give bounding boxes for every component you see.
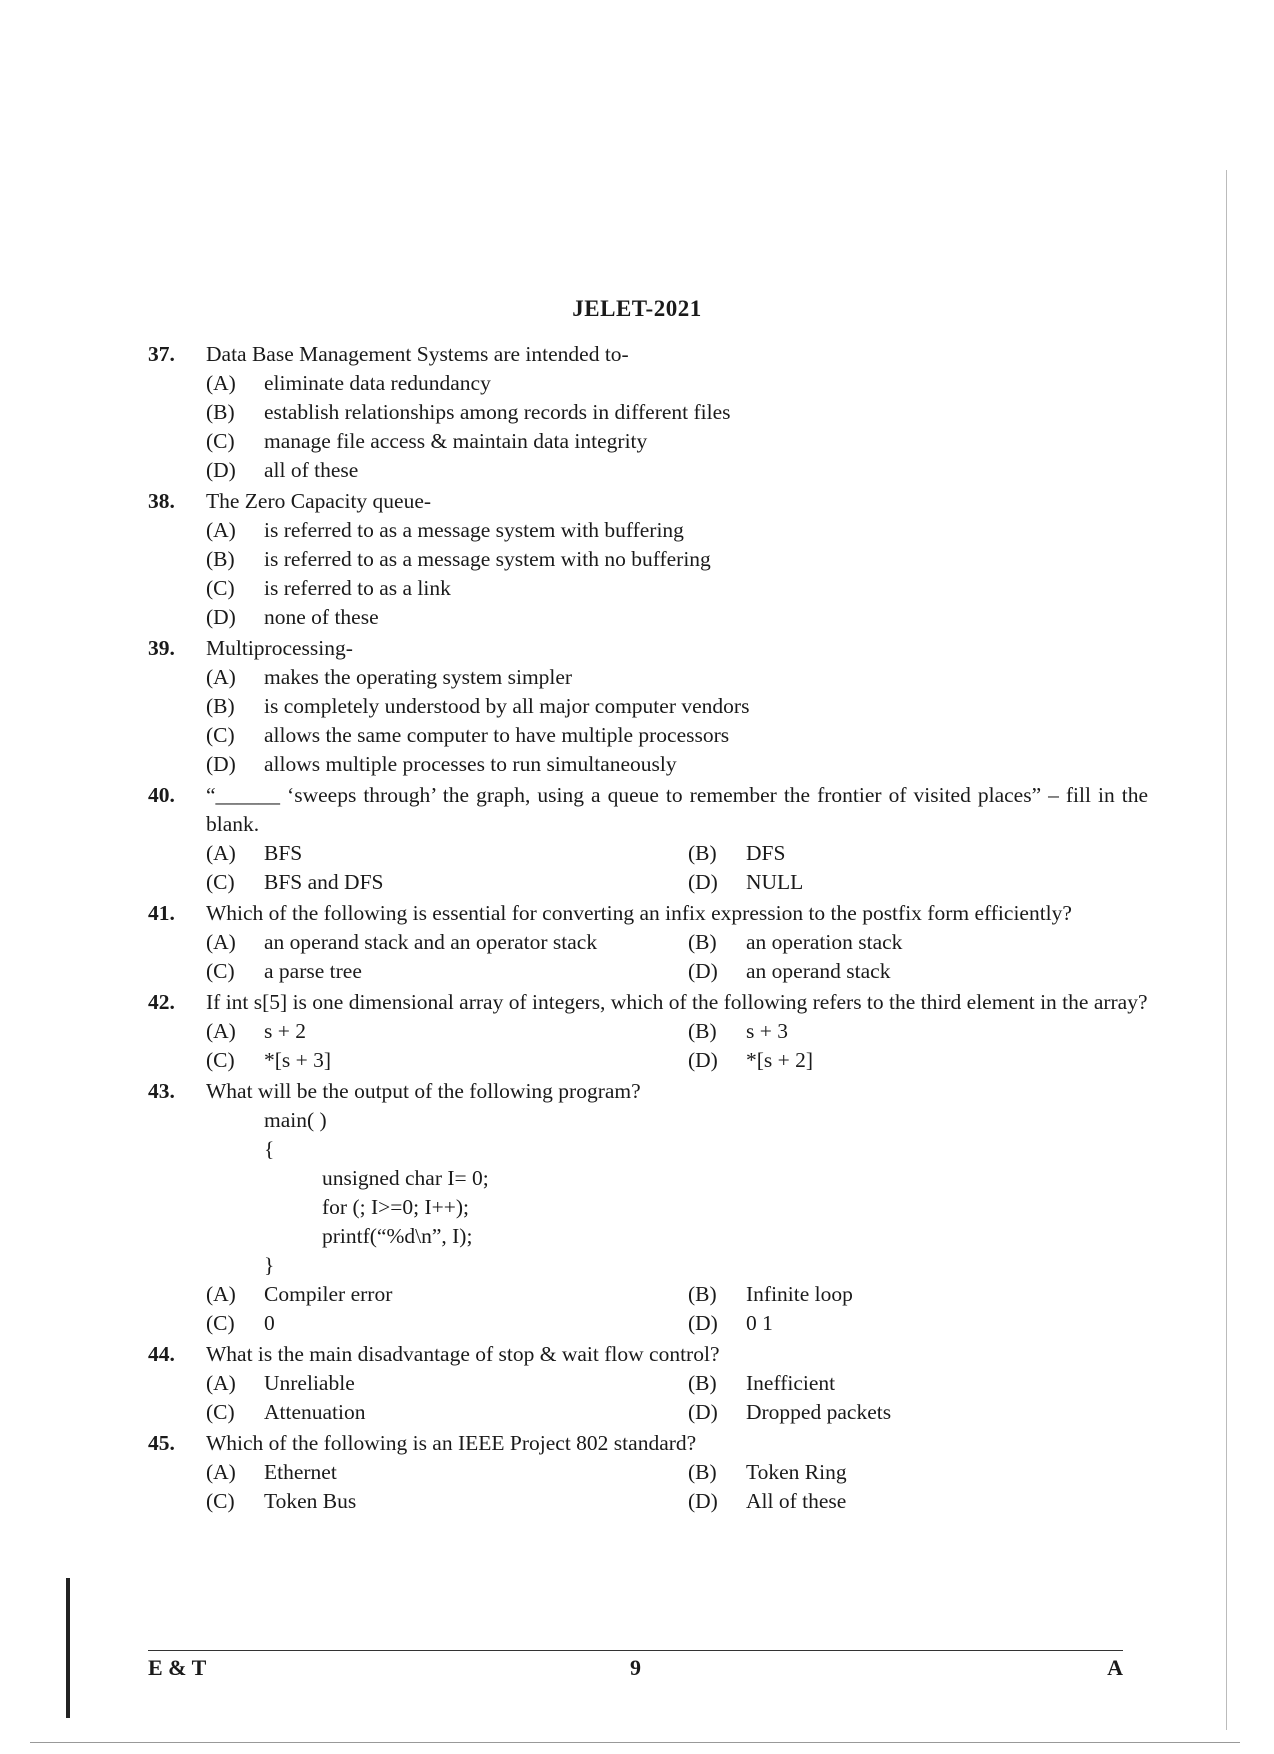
code-close-brace: } [264, 1253, 275, 1277]
option-label: (D) [688, 1048, 718, 1072]
option-label: (C) [206, 723, 235, 747]
question-number: 42. [148, 990, 175, 1014]
option-label: (A) [206, 665, 236, 689]
question-number: 44. [148, 1342, 175, 1366]
answer-option [688, 1458, 1148, 1487]
option-text: Attenuation [264, 1400, 366, 1424]
question-number: 45. [148, 1431, 175, 1455]
answer-option [206, 369, 1148, 398]
option-text: DFS [746, 841, 786, 865]
option-text: all of these [264, 458, 359, 482]
answer-option [688, 928, 1148, 957]
option-label: (C) [206, 959, 235, 983]
answer-option [688, 1398, 1148, 1427]
option-text: All of these [746, 1489, 847, 1513]
answer-option [206, 750, 1148, 779]
answer-option [206, 574, 1148, 603]
option-text: an operation stack [746, 930, 903, 954]
option-label: (A) [206, 1460, 236, 1484]
option-text: Infinite loop [746, 1282, 853, 1306]
option-list [206, 1017, 1148, 1075]
question-text: If int s[5] is one dimensional array of integers, which of the following refers to the third element in the array? [206, 990, 1148, 1014]
answer-option [206, 1309, 688, 1338]
question-item [148, 1077, 1148, 1338]
option-label: (A) [206, 371, 236, 395]
option-label: (B) [206, 547, 235, 571]
answer-option [206, 516, 1148, 545]
answer-option [206, 456, 1148, 485]
option-label: (C) [206, 1048, 235, 1072]
option-label: (D) [688, 870, 718, 894]
question-item [148, 781, 1148, 897]
option-text: is referred to as a message system with buffering [264, 518, 684, 542]
option-label: (A) [206, 1371, 236, 1395]
option-label: (B) [688, 841, 717, 865]
question-text: “______ ‘sweeps through’ the graph, using a queue to remember the frontier of visited places” – fill in the blank. [206, 783, 1148, 836]
answer-option [688, 1487, 1148, 1516]
option-label: (C) [206, 1311, 235, 1335]
question-text: Multiprocessing- [206, 636, 353, 660]
option-label: (A) [206, 1019, 236, 1043]
option-label: (C) [206, 576, 235, 600]
question-item [148, 487, 1148, 632]
footer-set-code: A [1107, 1655, 1123, 1680]
answer-option [206, 603, 1148, 632]
question-item [148, 340, 1148, 485]
answer-option [206, 1046, 688, 1075]
option-text: is referred to as a message system with no buffering [264, 547, 711, 571]
option-label: (B) [688, 1460, 717, 1484]
option-text: *[s + 2] [746, 1048, 814, 1072]
question-number: 38. [148, 489, 175, 513]
option-text: eliminate data redundancy [264, 371, 491, 395]
answer-option [206, 1458, 688, 1487]
question-text: The Zero Capacity queue- [206, 489, 432, 513]
question-item [148, 899, 1148, 986]
option-label: (B) [688, 1371, 717, 1395]
option-list [206, 1280, 1148, 1338]
option-list [206, 369, 1148, 485]
option-label: (C) [206, 870, 235, 894]
question-number: 40. [148, 783, 175, 807]
answer-option [206, 868, 688, 897]
option-text: Inefficient [746, 1371, 836, 1395]
option-text: a parse tree [264, 959, 362, 983]
page-title: JELET-2021 [572, 296, 702, 321]
scan-bottom-edge [30, 1742, 1240, 1743]
option-label: (A) [206, 841, 236, 865]
option-label: (A) [206, 518, 236, 542]
option-text: 0 1 [746, 1311, 773, 1335]
code-open-brace: { [264, 1137, 275, 1161]
option-label: (B) [206, 694, 235, 718]
margin-bar [66, 1578, 70, 1718]
question-text: What will be the output of the following program? [206, 1079, 641, 1103]
option-label: (D) [688, 1489, 718, 1513]
answer-option [688, 868, 1148, 897]
answer-option [206, 398, 1148, 427]
answer-option [688, 839, 1148, 868]
answer-option [688, 1280, 1148, 1309]
option-text: allows multiple processes to run simultaneously [264, 752, 677, 776]
answer-option [688, 1369, 1148, 1398]
question-number: 41. [148, 901, 175, 925]
answer-option [206, 721, 1148, 750]
footer-divider [148, 1650, 1123, 1651]
option-label: (B) [688, 930, 717, 954]
answer-option [688, 1046, 1148, 1075]
option-text: Unreliable [264, 1371, 355, 1395]
option-text: BFS and DFS [264, 870, 384, 894]
answer-option [206, 663, 1148, 692]
option-label: (A) [206, 1282, 236, 1306]
question-text: Which of the following is an IEEE Project 802 standard? [206, 1431, 697, 1455]
option-text: *[s + 3] [264, 1048, 332, 1072]
question-text: Which of the following is essential for converting an infix expression to the postfix form efficiently? [206, 901, 1072, 925]
option-text: allows the same computer to have multiple processors [264, 723, 730, 747]
question-item [148, 634, 1148, 779]
option-text: is referred to as a link [264, 576, 451, 600]
code-main: main( ) [264, 1108, 327, 1132]
option-label: (D) [206, 605, 236, 629]
option-label: (B) [688, 1282, 717, 1306]
answer-option [206, 1017, 688, 1046]
answer-option [688, 957, 1148, 986]
answer-option [206, 545, 1148, 574]
code-line: printf(“%d\n”, I); [322, 1224, 473, 1248]
answer-option [206, 1280, 688, 1309]
scan-right-edge [1226, 170, 1227, 1730]
option-list [206, 663, 1148, 779]
option-label: (C) [206, 1400, 235, 1424]
question-number: 43. [148, 1079, 175, 1103]
code-line: unsigned char I= 0; [322, 1166, 489, 1190]
footer-subject: E & T [148, 1655, 207, 1680]
option-text: Compiler error [264, 1282, 393, 1306]
question-list [148, 340, 1148, 1518]
option-label: (D) [688, 959, 718, 983]
answer-option [206, 1369, 688, 1398]
option-label: (C) [206, 429, 235, 453]
question-item [148, 1340, 1148, 1427]
option-label: (C) [206, 1489, 235, 1513]
option-label: (D) [206, 458, 236, 482]
question-item [148, 1429, 1148, 1516]
option-list [206, 928, 1148, 986]
question-number: 39. [148, 636, 175, 660]
question-text: What is the main disadvantage of stop & wait flow control? [206, 1342, 720, 1366]
option-text: makes the operating system simpler [264, 665, 573, 689]
option-label: (D) [688, 1400, 718, 1424]
option-label: (B) [688, 1019, 717, 1043]
code-line: for (; I>=0; I++); [322, 1195, 470, 1219]
answer-option [206, 957, 688, 986]
answer-option [206, 692, 1148, 721]
answer-option [206, 427, 1148, 456]
option-text: none of these [264, 605, 379, 629]
option-text: an operand stack [746, 959, 891, 983]
option-list [206, 1458, 1148, 1516]
option-text: s + 3 [746, 1019, 788, 1043]
answer-option [206, 1398, 688, 1427]
option-text: Token Ring [746, 1460, 847, 1484]
option-text: BFS [264, 841, 303, 865]
question-text: Data Base Management Systems are intended to- [206, 342, 629, 366]
question-number: 37. [148, 342, 175, 366]
question-item [148, 988, 1148, 1075]
option-text: s + 2 [264, 1019, 306, 1043]
option-text: establish relationships among records in different files [264, 400, 731, 424]
answer-option [206, 1487, 688, 1516]
option-text: NULL [746, 870, 804, 894]
option-text: Ethernet [264, 1460, 337, 1484]
option-text: manage file access & maintain data integrity [264, 429, 648, 453]
option-label: (A) [206, 930, 236, 954]
page-number: 9 [630, 1655, 641, 1680]
answer-option [688, 1309, 1148, 1338]
option-label: (D) [688, 1311, 718, 1335]
option-list [206, 839, 1148, 897]
answer-option [688, 1017, 1148, 1046]
answer-option [206, 839, 688, 868]
option-text: is completely understood by all major computer vendors [264, 694, 750, 718]
option-label: (D) [206, 752, 236, 776]
option-text: an operand stack and an operator stack [264, 930, 598, 954]
option-list [206, 516, 1148, 632]
option-text: Dropped packets [746, 1400, 892, 1424]
answer-option [206, 928, 688, 957]
option-label: (B) [206, 400, 235, 424]
option-text: 0 [264, 1311, 275, 1335]
option-text: Token Bus [264, 1489, 357, 1513]
code-block [206, 1106, 1148, 1280]
option-list [206, 1369, 1148, 1427]
